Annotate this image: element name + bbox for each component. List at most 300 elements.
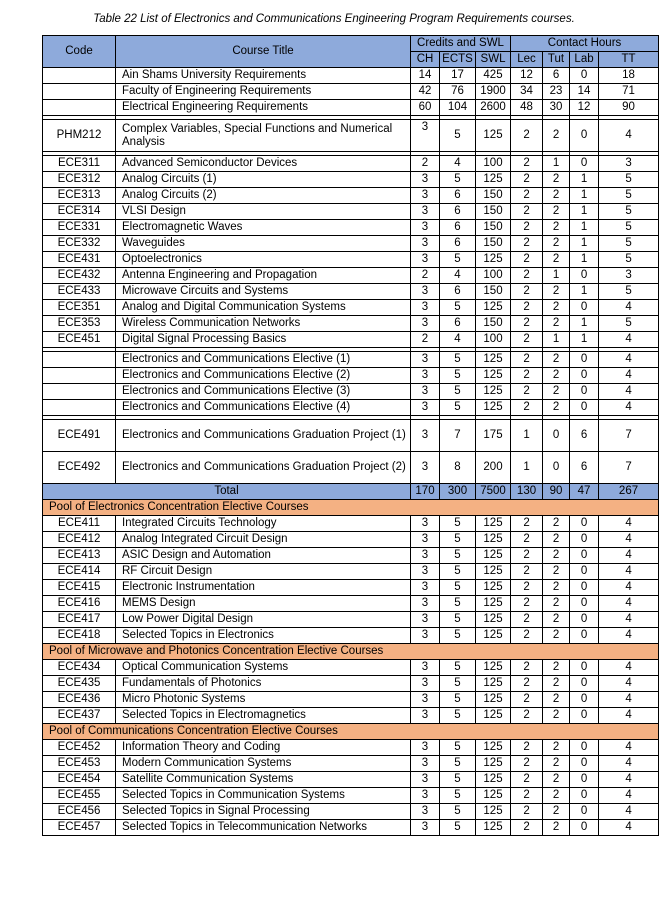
course-row [43, 84, 659, 100]
cell-code: ECE331 [43, 220, 116, 236]
cell-code: ECE414 [43, 564, 116, 580]
cell-lab: 0 [570, 564, 599, 580]
cell-tt: 4 [599, 628, 659, 644]
course-row [43, 156, 659, 172]
cell-tt: 4 [599, 740, 659, 756]
course-row [43, 676, 659, 692]
course-row [43, 368, 659, 384]
cell-tut: 2 [543, 772, 570, 788]
cell-lab: 0 [570, 708, 599, 724]
cell-lec: 2 [511, 596, 543, 612]
cell-swl: 150 [476, 204, 511, 220]
cell-tt: 4 [599, 352, 659, 368]
cell-ch: 3 [411, 384, 440, 400]
cell-course-title: ASIC Design and Automation [116, 548, 411, 564]
cell-ch: 3 [411, 284, 440, 300]
cell-ects: 4 [440, 332, 476, 348]
cell-lec: 2 [511, 788, 543, 804]
cell-code: ECE314 [43, 204, 116, 220]
cell-tut: 6 [543, 68, 570, 84]
course-row [43, 384, 659, 400]
cell-ects: 5 [440, 516, 476, 532]
table-body [43, 68, 659, 836]
cell-tt: 4 [599, 332, 659, 348]
cell-swl: 125 [476, 400, 511, 416]
cell-tt: 90 [599, 100, 659, 116]
course-row [43, 452, 659, 484]
cell-lec: 48 [511, 100, 543, 116]
course-row [43, 532, 659, 548]
course-row [43, 284, 659, 300]
pool-section-label: Pool of Communications Concentration Elective Courses [43, 724, 659, 740]
cell-code: ECE413 [43, 548, 116, 564]
cell-lab: 1 [570, 332, 599, 348]
cell-code: ECE412 [43, 532, 116, 548]
course-row [43, 252, 659, 268]
course-row [43, 188, 659, 204]
cell-tut: 2 [543, 400, 570, 416]
cell-tut: 2 [543, 252, 570, 268]
cell-lab: 0 [570, 68, 599, 84]
cell-ects: 6 [440, 236, 476, 252]
cell-tut: 2 [543, 596, 570, 612]
cell-lec: 2 [511, 268, 543, 284]
cell-tt: 4 [599, 368, 659, 384]
cell-lec: 2 [511, 400, 543, 416]
cell-tut: 2 [543, 756, 570, 772]
cell-lab: 0 [570, 612, 599, 628]
cell-code: ECE457 [43, 820, 116, 836]
cell-tt: 4 [599, 756, 659, 772]
cell-ects: 5 [440, 740, 476, 756]
cell-lab: 14 [570, 84, 599, 100]
cell-lec: 2 [511, 332, 543, 348]
cell-swl: 125 [476, 772, 511, 788]
cell-swl: 100 [476, 332, 511, 348]
cell-lab: 0 [570, 156, 599, 172]
cell-swl: 150 [476, 236, 511, 252]
cell-ch: 3 [411, 220, 440, 236]
cell-lec: 2 [511, 676, 543, 692]
cell-swl: 125 [476, 628, 511, 644]
cell-code: ECE431 [43, 252, 116, 268]
cell-lab: 0 [570, 596, 599, 612]
cell-lec: 2 [511, 252, 543, 268]
cell-course-title: Antenna Engineering and Propagation [116, 268, 411, 284]
cell-swl: 125 [476, 532, 511, 548]
cell-swl: 100 [476, 156, 511, 172]
total-tut: 90 [543, 484, 570, 500]
cell-code: ECE312 [43, 172, 116, 188]
cell-course-title: Selected Topics in Signal Processing [116, 804, 411, 820]
cell-ects: 5 [440, 628, 476, 644]
cell-course-title: Selected Topics in Telecommunication Networks [116, 820, 411, 836]
course-row [43, 268, 659, 284]
cell-lec: 2 [511, 692, 543, 708]
cell-code: ECE433 [43, 284, 116, 300]
cell-tut: 2 [543, 676, 570, 692]
header-contact-group: Contact Hours [511, 36, 659, 52]
cell-lec: 2 [511, 384, 543, 400]
total-label: Total [43, 484, 411, 500]
cell-tt: 7 [599, 452, 659, 484]
cell-ects: 6 [440, 188, 476, 204]
cell-tut: 2 [543, 204, 570, 220]
cell-swl: 125 [476, 352, 511, 368]
cell-tt: 4 [599, 804, 659, 820]
total-ch: 170 [411, 484, 440, 500]
cell-ects: 5 [440, 692, 476, 708]
cell-ch: 3 [411, 564, 440, 580]
cell-ch: 3 [411, 708, 440, 724]
cell-tut: 2 [543, 532, 570, 548]
cell-ch: 3 [411, 804, 440, 820]
cell-tt: 4 [599, 516, 659, 532]
cell-ch: 60 [411, 100, 440, 116]
cell-tut: 2 [543, 580, 570, 596]
cell-lec: 2 [511, 516, 543, 532]
cell-lec: 2 [511, 220, 543, 236]
cell-ects: 5 [440, 564, 476, 580]
cell-lab: 1 [570, 316, 599, 332]
cell-swl: 125 [476, 300, 511, 316]
cell-lec: 2 [511, 772, 543, 788]
cell-lab: 1 [570, 236, 599, 252]
cell-course-title: VLSI Design [116, 204, 411, 220]
course-row [43, 100, 659, 116]
cell-ects: 5 [440, 596, 476, 612]
cell-swl: 125 [476, 676, 511, 692]
cell-ects: 5 [440, 532, 476, 548]
cell-course-title: Electronics and Communications Elective (1) [116, 352, 411, 368]
cell-swl: 125 [476, 756, 511, 772]
cell-course-title: Electrical Engineering Requirements [116, 100, 411, 116]
pool-section-label: Pool of Electronics Concentration Elective Courses [43, 500, 659, 516]
cell-ch: 3 [411, 188, 440, 204]
cell-ects: 5 [440, 120, 476, 152]
course-row [43, 564, 659, 580]
cell-ch: 3 [411, 420, 440, 452]
cell-ects: 5 [440, 772, 476, 788]
cell-swl: 150 [476, 188, 511, 204]
cell-ch: 3 [411, 172, 440, 188]
cell-swl: 125 [476, 516, 511, 532]
cell-ects: 5 [440, 708, 476, 724]
cell-ch: 3 [411, 532, 440, 548]
cell-ects: 5 [440, 820, 476, 836]
cell-code: ECE492 [43, 452, 116, 484]
cell-lec: 2 [511, 532, 543, 548]
cell-ch: 2 [411, 156, 440, 172]
cell-swl: 125 [476, 596, 511, 612]
cell-swl: 1900 [476, 84, 511, 100]
course-row [43, 580, 659, 596]
cell-tut: 2 [543, 172, 570, 188]
cell-course-title: Low Power Digital Design [116, 612, 411, 628]
cell-code: ECE332 [43, 236, 116, 252]
course-row [43, 316, 659, 332]
cell-lec: 2 [511, 300, 543, 316]
cell-ects: 5 [440, 384, 476, 400]
cell-swl: 125 [476, 564, 511, 580]
cell-lec: 2 [511, 804, 543, 820]
cell-tt: 4 [599, 692, 659, 708]
course-row [43, 332, 659, 348]
cell-course-title: RF Circuit Design [116, 564, 411, 580]
cell-code [43, 400, 116, 416]
cell-ch: 3 [411, 400, 440, 416]
cell-ects: 8 [440, 452, 476, 484]
cell-lab: 0 [570, 740, 599, 756]
cell-tut: 1 [543, 156, 570, 172]
cell-ch: 3 [411, 452, 440, 484]
cell-code: ECE432 [43, 268, 116, 284]
header-tut: Tut [543, 52, 570, 68]
course-row [43, 300, 659, 316]
cell-lab: 0 [570, 756, 599, 772]
cell-tt: 4 [599, 532, 659, 548]
cell-ch: 3 [411, 628, 440, 644]
cell-lec: 2 [511, 156, 543, 172]
cell-ch: 3 [411, 612, 440, 628]
cell-lab: 0 [570, 268, 599, 284]
cell-lec: 2 [511, 628, 543, 644]
cell-swl: 125 [476, 120, 511, 152]
cell-course-title: Analog Circuits (2) [116, 188, 411, 204]
cell-ch: 3 [411, 596, 440, 612]
cell-lab: 1 [570, 284, 599, 300]
cell-lec: 2 [511, 236, 543, 252]
cell-ch: 3 [411, 300, 440, 316]
cell-swl: 125 [476, 804, 511, 820]
cell-ch: 3 [411, 516, 440, 532]
cell-course-title: Satellite Communication Systems [116, 772, 411, 788]
cell-ch: 3 [411, 236, 440, 252]
cell-ch: 2 [411, 332, 440, 348]
total-lec: 130 [511, 484, 543, 500]
cell-swl: 125 [476, 660, 511, 676]
cell-tut: 2 [543, 516, 570, 532]
cell-lec: 2 [511, 564, 543, 580]
cell-ch: 3 [411, 204, 440, 220]
cell-tt: 5 [599, 252, 659, 268]
cell-ects: 4 [440, 268, 476, 284]
cell-tt: 4 [599, 788, 659, 804]
cell-code: ECE418 [43, 628, 116, 644]
cell-tut: 2 [543, 692, 570, 708]
course-row [43, 68, 659, 84]
cell-course-title: Faculty of Engineering Requirements [116, 84, 411, 100]
course-row [43, 204, 659, 220]
cell-lab: 0 [570, 368, 599, 384]
cell-lec: 34 [511, 84, 543, 100]
cell-course-title: Ain Shams University Requirements [116, 68, 411, 84]
cell-swl: 125 [476, 788, 511, 804]
cell-lec: 2 [511, 284, 543, 300]
cell-ects: 5 [440, 676, 476, 692]
cell-course-title: Optoelectronics [116, 252, 411, 268]
cell-ch: 3 [411, 740, 440, 756]
cell-course-title: Modern Communication Systems [116, 756, 411, 772]
course-row [43, 172, 659, 188]
cell-code: ECE416 [43, 596, 116, 612]
cell-lab: 0 [570, 676, 599, 692]
cell-code [43, 352, 116, 368]
course-row [43, 236, 659, 252]
cell-lab: 6 [570, 452, 599, 484]
cell-lab: 0 [570, 516, 599, 532]
course-row [43, 708, 659, 724]
cell-code: ECE313 [43, 188, 116, 204]
course-row [43, 596, 659, 612]
cell-tut: 2 [543, 352, 570, 368]
cell-lec: 2 [511, 368, 543, 384]
cell-course-title: Complex Variables, Special Functions and Numerical Analysis [116, 120, 411, 152]
cell-tut: 2 [543, 548, 570, 564]
cell-ch: 3 [411, 772, 440, 788]
cell-lab: 0 [570, 352, 599, 368]
cell-ects: 76 [440, 84, 476, 100]
header-swl: SWL [476, 52, 511, 68]
cell-lec: 2 [511, 204, 543, 220]
cell-lab: 0 [570, 660, 599, 676]
cell-ects: 5 [440, 612, 476, 628]
cell-code: ECE456 [43, 804, 116, 820]
cell-tt: 5 [599, 188, 659, 204]
cell-ects: 5 [440, 368, 476, 384]
cell-ch: 3 [411, 120, 440, 152]
cell-lec: 2 [511, 316, 543, 332]
cell-code [43, 384, 116, 400]
cell-tut: 2 [543, 284, 570, 300]
course-row [43, 740, 659, 756]
cell-ects: 5 [440, 548, 476, 564]
cell-tut: 0 [543, 420, 570, 452]
cell-lab: 12 [570, 100, 599, 116]
cell-course-title: Selected Topics in Electronics [116, 628, 411, 644]
cell-lab: 0 [570, 120, 599, 152]
cell-tut: 0 [543, 452, 570, 484]
program-requirements-table [42, 35, 659, 836]
cell-lec: 2 [511, 548, 543, 564]
course-row [43, 660, 659, 676]
cell-lab: 0 [570, 628, 599, 644]
cell-ects: 5 [440, 788, 476, 804]
cell-tut: 2 [543, 628, 570, 644]
cell-ch: 2 [411, 268, 440, 284]
cell-tt: 4 [599, 300, 659, 316]
cell-tt: 5 [599, 204, 659, 220]
cell-tt: 5 [599, 316, 659, 332]
cell-ch: 3 [411, 692, 440, 708]
cell-code: ECE436 [43, 692, 116, 708]
cell-tt: 4 [599, 772, 659, 788]
cell-tt: 4 [599, 708, 659, 724]
table-header [43, 36, 659, 68]
cell-swl: 2600 [476, 100, 511, 116]
cell-tt: 5 [599, 172, 659, 188]
cell-tt: 3 [599, 268, 659, 284]
cell-tt: 4 [599, 548, 659, 564]
cell-lec: 2 [511, 580, 543, 596]
cell-swl: 100 [476, 268, 511, 284]
cell-code: ECE351 [43, 300, 116, 316]
cell-ects: 6 [440, 220, 476, 236]
cell-tt: 4 [599, 564, 659, 580]
cell-tut: 2 [543, 384, 570, 400]
cell-lab: 0 [570, 820, 599, 836]
cell-lec: 2 [511, 820, 543, 836]
cell-tt: 4 [599, 400, 659, 416]
cell-lab: 0 [570, 772, 599, 788]
cell-ch: 3 [411, 756, 440, 772]
cell-lab: 0 [570, 804, 599, 820]
cell-code [43, 84, 116, 100]
course-row [43, 120, 659, 152]
cell-tt: 18 [599, 68, 659, 84]
cell-ects: 5 [440, 252, 476, 268]
cell-course-title: Integrated Circuits Technology [116, 516, 411, 532]
cell-ch: 42 [411, 84, 440, 100]
cell-swl: 125 [476, 172, 511, 188]
cell-ch: 14 [411, 68, 440, 84]
cell-swl: 125 [476, 548, 511, 564]
cell-tut: 2 [543, 220, 570, 236]
cell-swl: 150 [476, 220, 511, 236]
cell-lab: 0 [570, 532, 599, 548]
header-row-groups [43, 36, 659, 52]
cell-swl: 175 [476, 420, 511, 452]
cell-swl: 125 [476, 708, 511, 724]
cell-course-title: Selected Topics in Communication Systems [116, 788, 411, 804]
table-caption: Table 22 List of Electronics and Communications Engineering Program Requirements courses. [93, 13, 575, 25]
cell-lec: 1 [511, 452, 543, 484]
cell-code [43, 68, 116, 84]
cell-tt: 5 [599, 284, 659, 300]
cell-course-title: Electronics and Communications Elective (2) [116, 368, 411, 384]
cell-lec: 1 [511, 420, 543, 452]
cell-lec: 2 [511, 708, 543, 724]
cell-swl: 150 [476, 316, 511, 332]
cell-tut: 2 [543, 788, 570, 804]
cell-tut: 2 [543, 740, 570, 756]
header-ch: CH [411, 52, 440, 68]
cell-lec: 2 [511, 188, 543, 204]
cell-lec: 2 [511, 740, 543, 756]
cell-course-title: Optical Communication Systems [116, 660, 411, 676]
cell-code: ECE435 [43, 676, 116, 692]
cell-code: ECE417 [43, 612, 116, 628]
cell-swl: 125 [476, 384, 511, 400]
cell-code: ECE452 [43, 740, 116, 756]
cell-ch: 3 [411, 676, 440, 692]
course-row [43, 820, 659, 836]
cell-tut: 2 [543, 708, 570, 724]
cell-ects: 5 [440, 352, 476, 368]
cell-lec: 2 [511, 352, 543, 368]
cell-ects: 4 [440, 156, 476, 172]
cell-tut: 2 [543, 300, 570, 316]
cell-swl: 125 [476, 580, 511, 596]
cell-course-title: Electronics and Communications Elective (4) [116, 400, 411, 416]
cell-course-title: Electronics and Communications Graduation Project (1) [116, 420, 411, 452]
course-row [43, 516, 659, 532]
cell-code: ECE411 [43, 516, 116, 532]
cell-tt: 4 [599, 660, 659, 676]
cell-swl: 125 [476, 612, 511, 628]
cell-lab: 0 [570, 788, 599, 804]
total-row [43, 484, 659, 500]
